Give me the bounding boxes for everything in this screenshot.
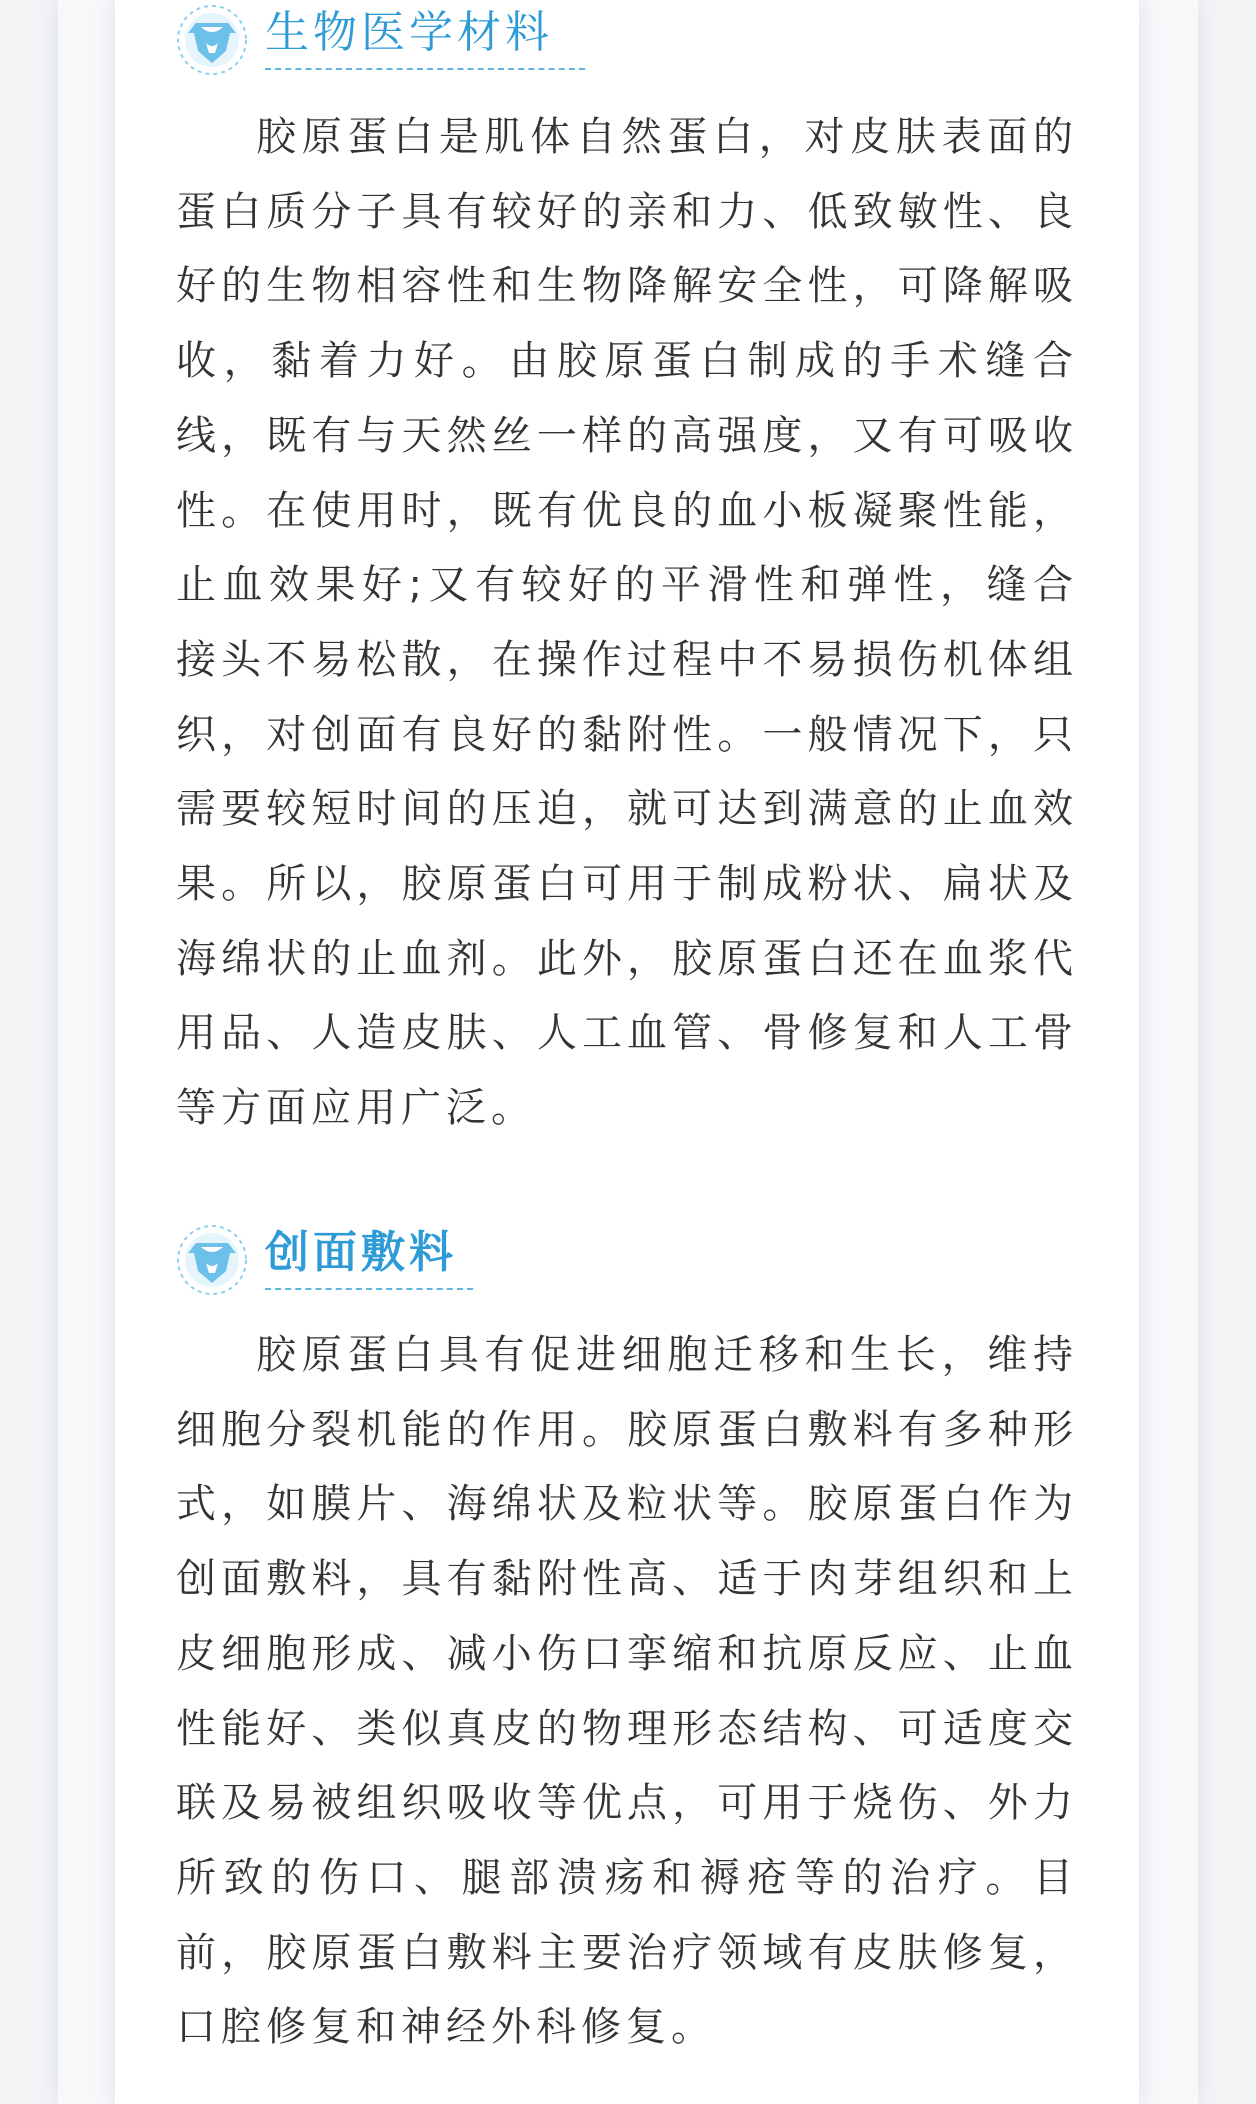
title-underline [265, 68, 585, 70]
section-title: 生物医学材料 [265, 7, 553, 58]
section-paragraph: 胶原蛋白具有促进细胞迁移和生长，维持细胞分裂机能的作用。胶原蛋白敷料有多种形式，如膜片、海绵状及粒状等。胶原蛋白作为创面敷料，具有黏附性高、适于肉芽组织和上皮细胞形成、减小伤口挛缩和抗原反应、止血性能好、类似真皮的物理形态结构、可适度交联及易被组织吸收等优点，可用于烧伤、外力所致的伤口、腿部溃疡和褥疮等的治疗。目前，胶原蛋白敷料主要治疗领域有皮肤修复，口腔修复和神经外科修复。 [176, 1332, 1078, 2051]
title-underline [265, 1288, 473, 1290]
shield-badge-icon [175, 1223, 249, 1297]
section-header-biomedical-materials [175, 0, 1075, 84]
section-paragraph: 胶原蛋白是肌体自然蛋白，对皮肤表面的蛋白质分子具有较好的亲和力、低致敏性、良好的生物相容性和生物降解安全性，可降解吸收，黏着力好。由胶原蛋白制成的手术缝合线，既有与天然丝一样的高强度，又有可吸收性。在使用时，既有优良的血小板凝聚性能，止血效果好;又有较好的平滑性和弹性，缝合接头不易松散，在操作过程中不易损伤机体组织，对创面有良好的黏附性。一般情况下，只需要较短时间的压迫，就可达到满意的止血效果。所以，胶原蛋白可用于制成粉状、扁状及海绵状的止血剂。此外，胶原蛋白还在血浆代用品、人造皮肤、人工血管、骨修复和人工骨等方面应用广泛。 [176, 114, 1078, 1132]
section-title: 创面敷料 [265, 1227, 457, 1278]
shield-badge-icon [175, 3, 249, 77]
section-header-wound-dressing [175, 1220, 1075, 1304]
